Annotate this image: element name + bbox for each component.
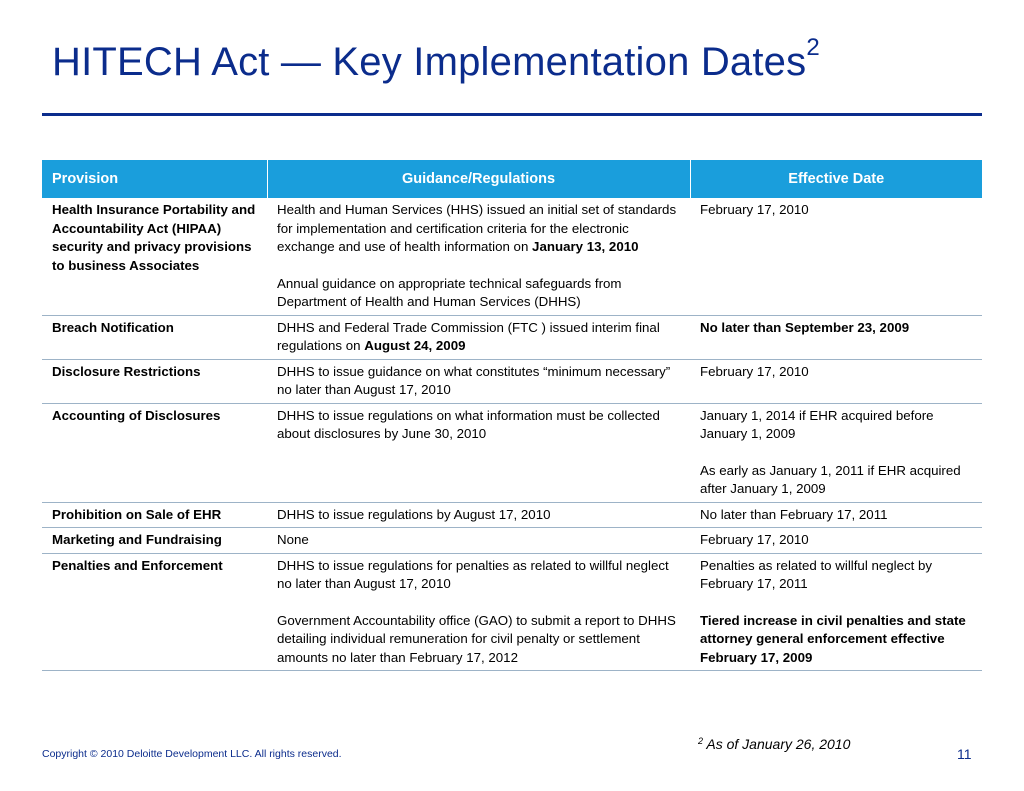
guidance-paragraph: Government Accountability office (GAO) to submit a report to DHHS detailing individual remuneration for civil penalty or settlement amounts no later than February 17, 2012 xyxy=(277,612,676,665)
effective-paragraph: Penalties as related to willful neglect by February 17, 2011 xyxy=(700,557,933,591)
provision-cell: Penalties and Enforcement xyxy=(42,553,267,671)
guidance-cell xyxy=(267,553,690,671)
slide-title xyxy=(52,34,820,85)
guidance-cell: DHHS to issue regulations by August 17, 2010 xyxy=(267,502,690,528)
table-row xyxy=(42,403,982,502)
footnote xyxy=(698,736,850,752)
effective-date-cell: February 17, 2010 xyxy=(690,359,982,403)
table-header-row xyxy=(42,160,982,198)
effective-date-cell: No later than February 17, 2011 xyxy=(690,502,982,528)
effective-paragraph-bold: Tiered increase in civil penalties and state attorney general enforcement effective February 17, 2009 xyxy=(700,612,966,665)
page-number: 11 xyxy=(957,746,972,762)
guidance-cell: DHHS to issue regulations on what information must be collected about disclosures by June 30, 2010 xyxy=(267,403,690,502)
guidance-paragraph: Annual guidance on appropriate technical safeguards from Department of Health and Human Services (DHHS) xyxy=(277,275,622,309)
header-provision: Provision xyxy=(42,160,267,198)
effective-paragraph: As early as January 1, 2011 if EHR acquired after January 1, 2009 xyxy=(700,462,961,496)
provision-cell: Disclosure Restrictions xyxy=(42,359,267,403)
table-row xyxy=(42,315,982,359)
table-row xyxy=(42,553,982,671)
effective-date-cell: February 17, 2010 xyxy=(690,528,982,554)
guidance-cell: DHHS to issue guidance on what constitutes “minimum necessary” no later than August 17, 2010 xyxy=(267,359,690,403)
effective-date-cell xyxy=(690,403,982,502)
header-guidance: Guidance/Regulations xyxy=(267,160,690,198)
effective-paragraph: January 1, 2014 if EHR acquired before January 1, 2009 xyxy=(700,407,934,441)
effective-date-bold: No later than September 23, 2009 xyxy=(700,319,910,335)
guidance-cell xyxy=(267,315,690,359)
provision-cell: Marketing and Fundraising xyxy=(42,528,267,554)
guidance-bold-date: January 13, 2010 xyxy=(532,239,639,254)
table-row xyxy=(42,198,982,315)
provision-cell: Accounting of Disclosures xyxy=(42,403,267,502)
guidance-cell xyxy=(267,198,690,315)
guidance-bold-date: August 24, 2009 xyxy=(364,338,466,353)
effective-date-cell: February 17, 2010 xyxy=(690,198,982,315)
effective-date-cell xyxy=(690,553,982,671)
guidance-cell: None xyxy=(267,528,690,554)
guidance-paragraph: DHHS to issue regulations for penalties as related to willful neglect no later than August 17, 2010 xyxy=(277,557,669,591)
guidance-text: DHHS and Federal Trade Commission (FTC ) issued interim final regulations on xyxy=(277,319,660,353)
implementation-dates-table xyxy=(42,160,982,671)
provision-cell: Health Insurance Portability and Accountability Act (HIPAA) security and privacy provisions to business Associates xyxy=(42,198,267,315)
table-row xyxy=(42,502,982,528)
guidance-paragraph xyxy=(277,201,680,257)
table-row xyxy=(42,528,982,554)
effective-date-cell xyxy=(690,315,982,359)
provision-cell: Breach Notification xyxy=(42,315,267,359)
footnote-text: As of January 26, 2010 xyxy=(703,736,851,752)
slide-title-text: HITECH Act — Key Implementation Dates xyxy=(52,40,807,84)
header-effective-date: Effective Date xyxy=(690,160,982,198)
provision-cell: Prohibition on Sale of EHR xyxy=(42,502,267,528)
slide-title-footnote-marker: 2 xyxy=(806,34,820,61)
footnote-marker: 2 xyxy=(698,736,704,746)
table-row xyxy=(42,359,982,403)
guidance-text: Health and Human Services (HHS) issued an initial set of standards for implementation and certification criteria for the electronic exchange and use of health information on xyxy=(277,202,677,254)
title-underline xyxy=(42,113,982,116)
copyright-notice: Copyright © 2010 Deloitte Development LLC. All rights reserved. xyxy=(42,748,342,760)
